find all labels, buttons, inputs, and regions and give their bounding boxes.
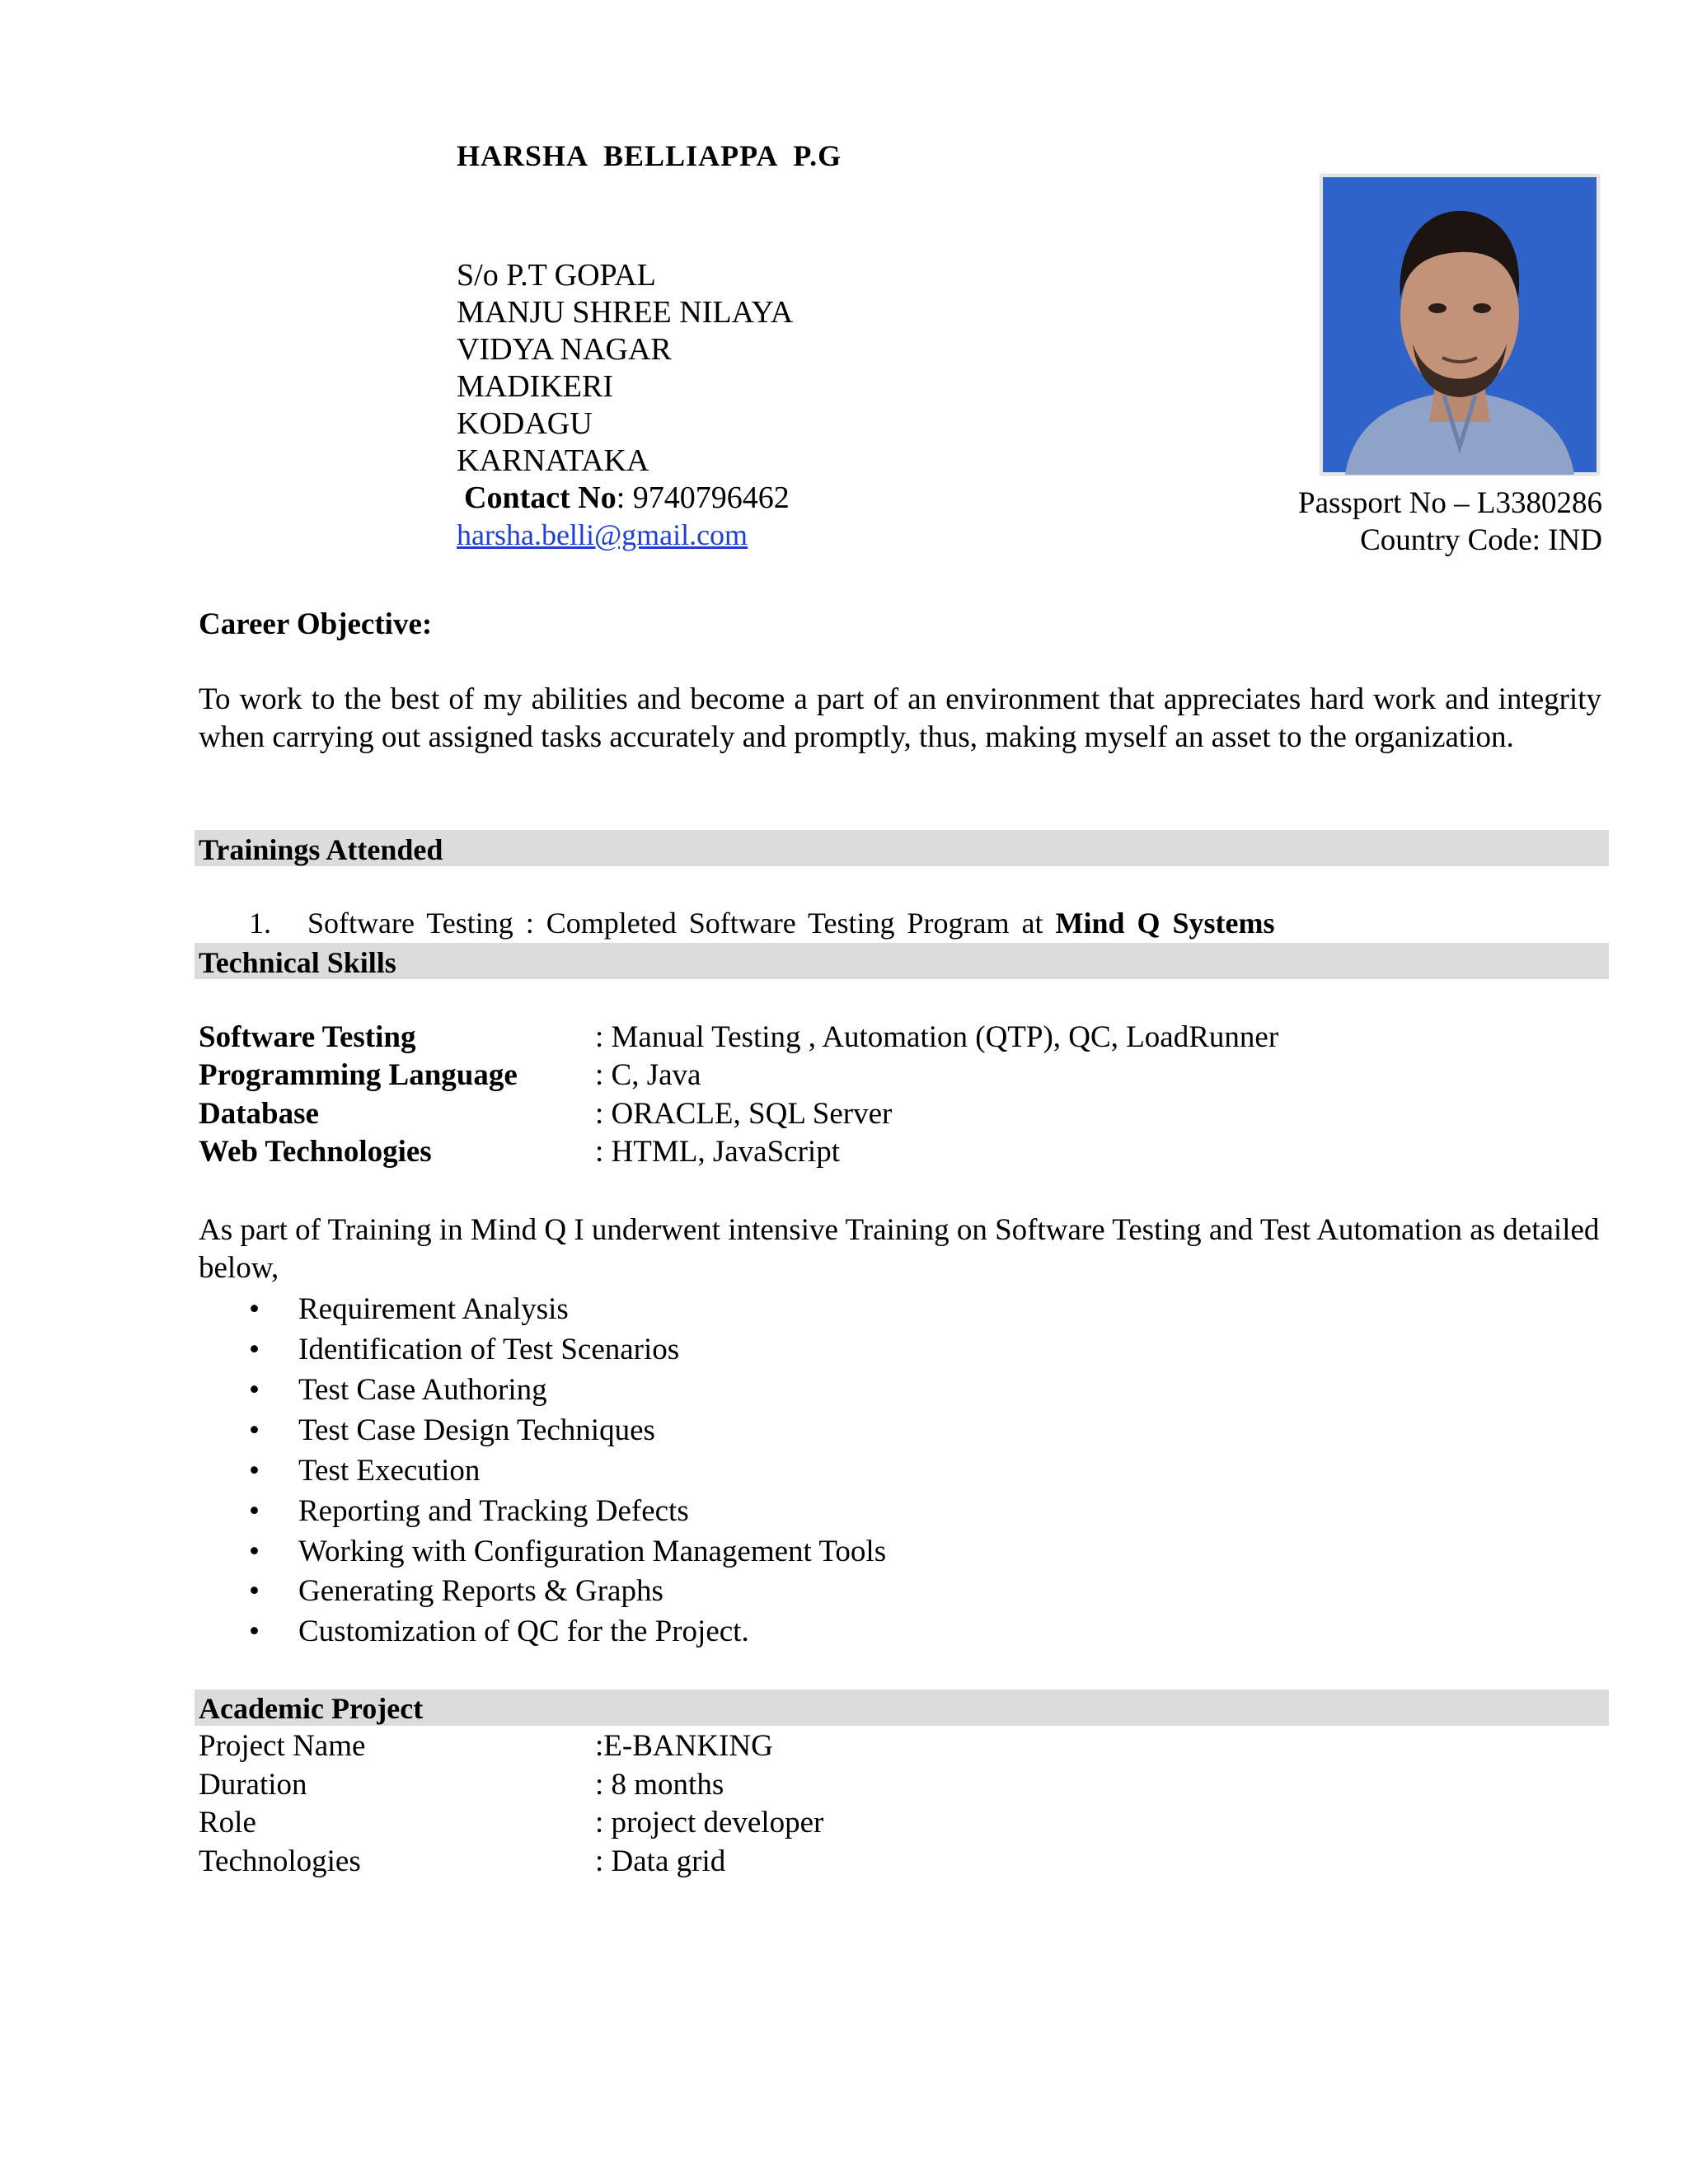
bullet-item: Test Execution xyxy=(298,1454,481,1488)
training-intro-text: As part of Training in Mind Q I underwent intensive Training on Software Testing and Test Automation as detailed below, xyxy=(199,1213,1600,1285)
skill-label-database: Database xyxy=(199,1097,319,1131)
profile-photo xyxy=(1320,175,1599,475)
bullet-icon: • xyxy=(249,1494,260,1528)
bullet-icon: • xyxy=(249,1535,260,1568)
project-label-duration: Duration xyxy=(199,1768,307,1802)
career-objective-text: To work to the best of my abilities and become a part of an environment that appreciates hard work and integrity when carrying out assigned tasks accurately and promptly, thus, making myself an asset to the organization. xyxy=(199,682,1601,754)
technical-skills-band xyxy=(195,943,1609,979)
bullet-item: Customization of QC for the Project. xyxy=(298,1615,749,1648)
address-line-town: MADIKERI xyxy=(457,369,613,404)
skill-label-software-testing: Software Testing xyxy=(199,1020,416,1054)
passport-info xyxy=(1298,485,1602,559)
project-value-technologies: : Data grid xyxy=(595,1844,726,1878)
training-item-number: 1. xyxy=(249,907,271,940)
address-line-house: MANJU SHREE NILAYA xyxy=(457,295,794,330)
training-item-text: Software Testing : Completed Software Testing Program at xyxy=(307,907,1056,940)
address-line-care-of: S/o P.T GOPAL xyxy=(457,258,656,293)
bullet-icon: • xyxy=(249,1373,260,1407)
bullet-item: Reporting and Tracking Defects xyxy=(298,1494,689,1528)
project-label-role: Role xyxy=(199,1806,256,1840)
career-objective-heading: Career Objective: xyxy=(199,607,433,641)
bullet-item: Working with Configuration Management Tools xyxy=(298,1535,887,1568)
trainings-heading: Trainings Attended xyxy=(199,833,443,866)
skill-value-programming: : C, Java xyxy=(595,1058,701,1092)
academic-project-heading: Academic Project xyxy=(199,1692,424,1725)
address-line-state: KARNATAKA xyxy=(457,443,649,478)
bullet-icon: • xyxy=(249,1574,260,1608)
contact-number xyxy=(464,480,790,517)
contact-label: Contact No xyxy=(464,480,617,515)
bullet-item: Generating Reports & Graphs xyxy=(298,1574,663,1608)
contact-value: : 9740796462 xyxy=(616,480,790,515)
skill-value-software-testing: : Manual Testing , Automation (QTP), QC, LoadRunner xyxy=(595,1020,1279,1054)
skill-label-web: Web Technologies xyxy=(199,1135,432,1169)
bullet-icon: • xyxy=(249,1413,260,1447)
project-label-name: Project Name xyxy=(199,1729,366,1763)
bullet-item: Identification of Test Scenarios xyxy=(298,1333,680,1366)
passport-number: Passport No – L3380286 xyxy=(1298,486,1602,520)
address-line-area: VIDYA NAGAR xyxy=(457,332,672,367)
project-value-duration: : 8 months xyxy=(595,1768,724,1802)
bullet-icon: • xyxy=(249,1615,260,1648)
technical-skills-heading: Technical Skills xyxy=(199,946,396,979)
skill-value-database: : ORACLE, SQL Server xyxy=(595,1097,893,1131)
candidate-name: HARSHA BELLIAPPA P.G xyxy=(457,139,842,172)
training-provider: Mind Q Systems xyxy=(1055,907,1275,940)
project-value-name: :E-BANKING xyxy=(595,1729,773,1763)
country-code: Country Code: IND xyxy=(1360,523,1602,557)
skill-label-programming: Programming Language xyxy=(199,1058,518,1092)
project-value-role: : project developer xyxy=(595,1806,824,1840)
bullet-item: Requirement Analysis xyxy=(298,1292,569,1326)
skill-value-web: : HTML, JavaScript xyxy=(595,1135,840,1169)
training-item xyxy=(249,906,1275,940)
email-link[interactable]: harsha.belli@gmail.com xyxy=(457,518,748,551)
bullet-icon: • xyxy=(249,1292,260,1326)
address-line-district: KODAGU xyxy=(457,406,593,441)
project-label-technologies: Technologies xyxy=(199,1844,361,1878)
bullet-item: Test Case Design Techniques xyxy=(298,1413,655,1447)
bullet-icon: • xyxy=(249,1454,260,1488)
bullet-icon: • xyxy=(249,1333,260,1366)
bullet-item: Test Case Authoring xyxy=(298,1373,547,1407)
